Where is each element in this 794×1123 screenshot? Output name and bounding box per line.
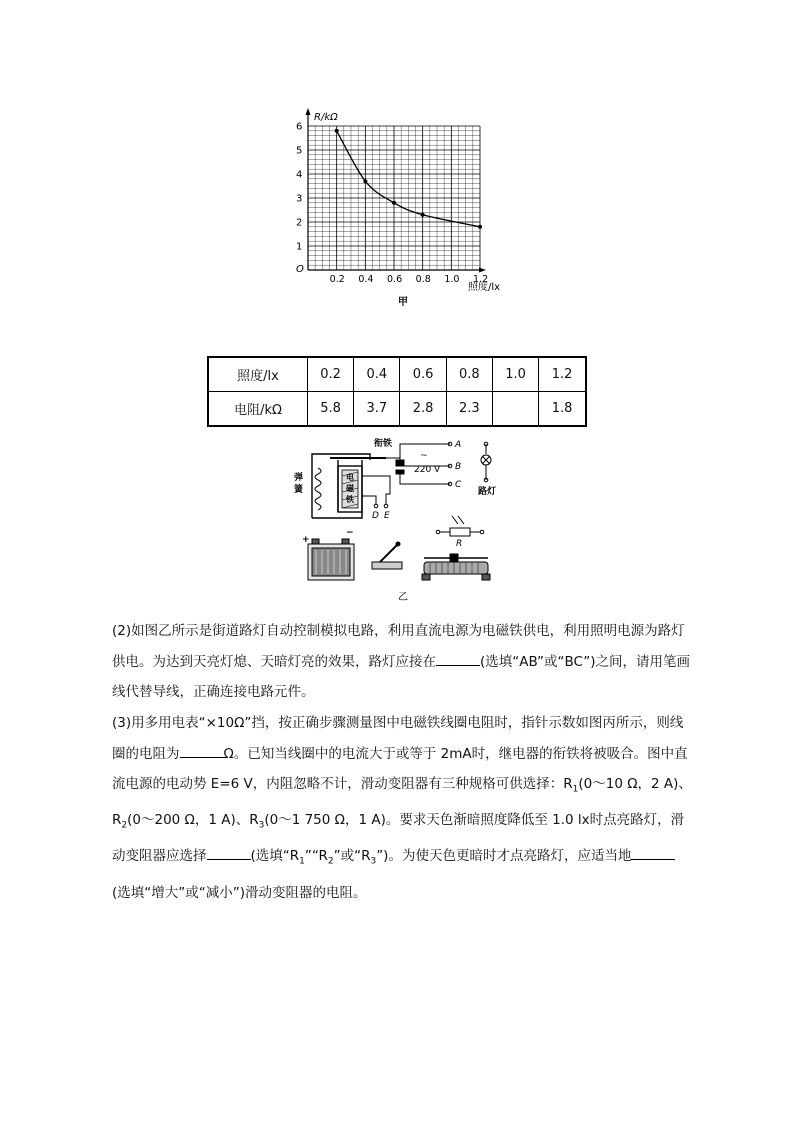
x-tick-label: 0.6 bbox=[387, 274, 403, 285]
data-point bbox=[478, 225, 482, 229]
answer-blank bbox=[436, 651, 480, 666]
subscript: 1 bbox=[572, 784, 579, 795]
table-cell: 0.6 bbox=[400, 357, 446, 392]
ac-symbol: ~ bbox=[420, 451, 428, 461]
photoresistor-icon bbox=[436, 516, 484, 536]
terminal-e-label: E bbox=[384, 511, 390, 521]
terminal-c-label: C bbox=[455, 480, 462, 490]
table-cell: 5.8 bbox=[308, 392, 354, 427]
question-2-text bbox=[112, 616, 692, 708]
table-cell: 3.7 bbox=[354, 392, 400, 427]
circuit-caption: 乙 bbox=[398, 592, 408, 603]
magnet-label-2: 磁 bbox=[346, 484, 354, 493]
answer-blank bbox=[631, 845, 675, 860]
subscript: 2 bbox=[121, 820, 128, 831]
y-axis-arrow bbox=[306, 108, 311, 115]
circuit-diagram bbox=[290, 436, 510, 606]
armature-label: 衔铁 bbox=[374, 439, 393, 449]
x-tick-label: 1.2 bbox=[473, 274, 489, 285]
table-cell: 0.4 bbox=[354, 357, 400, 392]
spring-label-2: 簧 bbox=[294, 485, 304, 495]
grid bbox=[308, 126, 480, 270]
battery-icon bbox=[308, 539, 354, 580]
x-axis-arrow bbox=[479, 268, 486, 273]
x-tick-label: 0.8 bbox=[415, 274, 431, 285]
magnet-label-1: 电 bbox=[346, 473, 354, 482]
switch-icon bbox=[372, 542, 402, 569]
origin-label: O bbox=[296, 264, 304, 275]
subscript: 3 bbox=[258, 820, 265, 831]
y-tick-labels bbox=[296, 122, 302, 253]
data-point bbox=[421, 213, 425, 217]
q3-text-b: Ω。已知当线圈中的电流大于或等于 2mA时，继电器的衔铁将被吸合。图中直流电源的电动势 E=6 V，内阻忽略不计，滑动变阻器有三种规格可供选择：R bbox=[112, 745, 688, 792]
terminal-d-label: D bbox=[372, 511, 379, 521]
data-point bbox=[363, 179, 367, 183]
q3-text-j: (选填“增大”或“减小”)滑动变阻器的电阻。 bbox=[112, 884, 367, 901]
x-tick-label: 1.0 bbox=[444, 274, 460, 285]
voltage-label: 220 V bbox=[414, 465, 441, 475]
spring-icon bbox=[315, 468, 321, 510]
y-tick-label: 6 bbox=[296, 121, 303, 133]
data-table bbox=[207, 356, 587, 427]
battery-plus-label: + bbox=[302, 535, 310, 545]
spring-label-1: 弹 bbox=[294, 473, 304, 483]
question-3-text bbox=[112, 708, 692, 908]
q2-text-a: (2)如图乙所示是街道路灯自动控制模拟电路，利用直流电源为电磁铁供电，利用照明电源为路灯供电。为达到天亮灯熄、天暗灯亮的效果，路灯应接在 bbox=[112, 623, 685, 670]
x-axis-label: 照度/lx bbox=[468, 282, 501, 293]
q3-text-i: ”)。为使天色更暗时才点亮路灯，应适当地 bbox=[376, 848, 632, 865]
table-header-resistance: 电阻/kΩ bbox=[208, 392, 308, 427]
x-tick-label: 0.2 bbox=[329, 274, 345, 285]
q3-text-a: (3)用多用电表“×10Ω”挡，按正确步骤测量图中电磁铁线圈电阻时，指针示数如图丙所示，则线圈的电阻为 bbox=[112, 715, 684, 762]
y-tick-label: 3 bbox=[296, 193, 303, 205]
q2-text-b: (选填“AB”或“BC”)之间，请用笔画线代替导线，正确连接电路元件。 bbox=[112, 653, 690, 700]
table-cell: 0.2 bbox=[308, 357, 354, 392]
q3-text-d: (0～200 Ω，1 A)、R bbox=[127, 812, 259, 829]
q3-text-e: (0～1 750 Ω，1 A)。要求天色渐暗照度降低至 1.0 lx时点亮路灯，滑动变阻器应选择 bbox=[112, 812, 685, 865]
table-cell: 1.0 bbox=[492, 357, 538, 392]
photoresistor-label: R bbox=[456, 539, 463, 549]
y-tick-label: 1 bbox=[296, 241, 303, 253]
battery-minus-label: − bbox=[346, 528, 354, 538]
x-tick-labels bbox=[330, 274, 488, 285]
table-cell: 2.3 bbox=[446, 392, 492, 427]
subscript: 3 bbox=[370, 857, 377, 868]
answer-blank bbox=[207, 845, 251, 860]
table-row-resistance bbox=[208, 392, 586, 427]
y-tick-label: 4 bbox=[296, 169, 303, 181]
table-cell: 2.8 bbox=[400, 392, 446, 427]
table-header-illuminance: 照度/lx bbox=[208, 357, 308, 392]
q3-text-c: (0～10 Ω，2 A)、R bbox=[112, 776, 692, 829]
lamp-icon bbox=[481, 442, 491, 482]
y-tick-label: 2 bbox=[296, 217, 303, 229]
table-cell bbox=[492, 392, 538, 427]
y-axis-label: R/kΩ bbox=[314, 112, 338, 123]
subscript: 2 bbox=[327, 857, 334, 868]
data-point bbox=[392, 201, 396, 205]
contacts bbox=[362, 442, 452, 508]
y-tick-label: 5 bbox=[296, 145, 303, 157]
subscript: 1 bbox=[299, 857, 305, 868]
terminal-a-label: A bbox=[455, 440, 462, 450]
terminal-b-label: B bbox=[455, 462, 462, 472]
table-cell: 1.8 bbox=[539, 392, 586, 427]
q3-text-g: ”“R bbox=[304, 848, 328, 865]
graph-caption: 甲 bbox=[398, 297, 408, 308]
table-cell: 0.8 bbox=[446, 357, 492, 392]
x-tick-label: 0.4 bbox=[358, 274, 374, 285]
rheostat-icon bbox=[422, 554, 490, 580]
answer-blank bbox=[180, 743, 224, 758]
table-row-illuminance bbox=[208, 357, 586, 392]
resistance-illuminance-graph bbox=[290, 100, 510, 310]
q3-text-f: (选填“R bbox=[250, 848, 300, 865]
magnet-label-3: 铁 bbox=[346, 495, 354, 504]
lamp-label: 路灯 bbox=[478, 487, 497, 497]
data-point bbox=[335, 129, 339, 133]
table-cell: 1.2 bbox=[539, 357, 586, 392]
q3-text-h: ”或“R bbox=[333, 848, 371, 865]
